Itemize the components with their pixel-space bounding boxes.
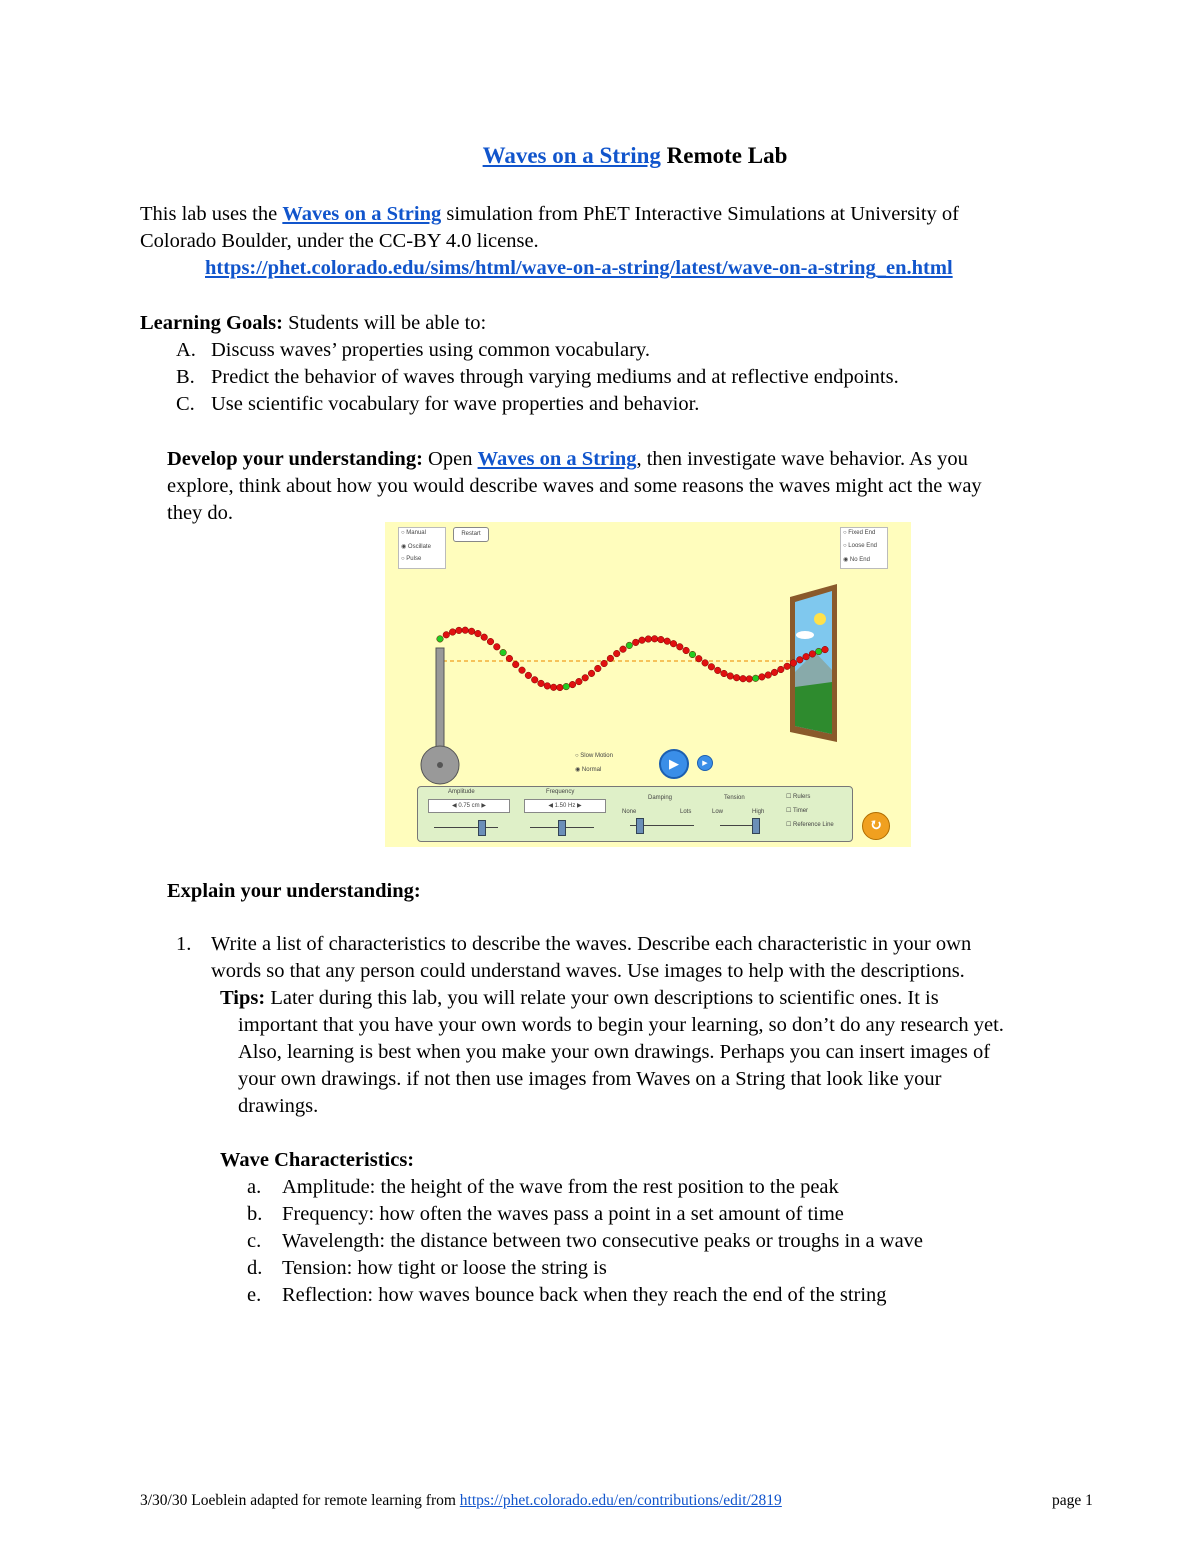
tension-min-label: Low	[712, 809, 724, 815]
tips-line-3: Also, learning is best when you make your own drawings. Perhaps you can insert images of	[238, 1041, 991, 1063]
string-bead	[607, 655, 614, 662]
play-icon[interactable]: ▶	[659, 749, 689, 779]
control-panel	[417, 786, 853, 842]
string-bead	[664, 638, 671, 645]
tips-line-5: drawings.	[238, 1095, 319, 1117]
simulation-screenshot	[385, 522, 911, 847]
damping-slider[interactable]	[636, 818, 644, 834]
intro-sim-link[interactable]: Waves on a String	[282, 203, 442, 225]
mode-option-manual[interactable]: ○ Manual	[401, 530, 426, 536]
develop-line-2: explore, think about how you would describe waves and some reasons the waves might act the way	[167, 475, 982, 497]
string-bead	[740, 675, 747, 682]
sim-url-link[interactable]: https://phet.colorado.edu/sims/html/wave-on-a-string/latest/wave-on-a-string_en.html	[205, 257, 953, 279]
string-bead	[727, 673, 734, 680]
string-bead	[714, 667, 721, 674]
string-bead	[645, 636, 652, 643]
string-bead	[595, 665, 602, 672]
string-bead	[620, 646, 627, 653]
string-bead	[538, 680, 545, 687]
string-bead	[437, 636, 444, 643]
intro-line-1: This lab uses the Waves on a String simulation from PhET Interactive Simulations at University of	[140, 203, 959, 225]
frequency-stepper[interactable]: ◀ 1.50 Hz ▶	[524, 799, 606, 813]
string-bead	[487, 638, 494, 645]
mode-option-pulse[interactable]: ○ Pulse	[401, 556, 422, 562]
develop-line-3: they do.	[167, 502, 234, 524]
string-bead	[683, 647, 690, 654]
string-bead	[588, 670, 595, 677]
window-icon	[790, 584, 837, 742]
step-icon[interactable]: ▶	[697, 755, 713, 771]
string-bead	[733, 674, 740, 681]
restart-button[interactable]: Restart	[453, 527, 489, 542]
string-bead	[500, 649, 507, 656]
string-bead	[531, 677, 538, 684]
amplitude-slider-track	[434, 827, 498, 828]
string-bead	[582, 675, 589, 682]
string-bead	[702, 660, 709, 667]
string-bead	[576, 678, 583, 685]
end-option-fixed[interactable]: ○ Fixed End	[843, 530, 876, 536]
string-bead	[512, 661, 519, 668]
oscillator-icon	[421, 648, 459, 784]
string-bead	[519, 667, 526, 674]
title-rest: Remote Lab	[666, 143, 788, 168]
string-bead	[759, 674, 766, 681]
intro-line-2: Colorado Boulder, under the CC-BY 4.0 license.	[140, 230, 539, 252]
tension-slider[interactable]	[752, 818, 760, 834]
string-bead	[797, 657, 804, 664]
string-bead	[468, 628, 475, 635]
develop-line-1: Develop your understanding: Open Waves on a String, then investigate wave behavior. As you	[167, 448, 968, 470]
string-bead	[544, 683, 551, 690]
string-bead	[449, 629, 456, 636]
tips-line-2: important that you have your own words to begin your learning, so don’t do any research yet.	[238, 1014, 1004, 1036]
string-bead	[815, 648, 822, 655]
string-bead	[475, 630, 482, 637]
footer-link[interactable]: https://phet.colorado.edu/en/contributions/edit/2819	[459, 1492, 782, 1509]
string-bead	[765, 672, 772, 679]
string-bead	[462, 627, 469, 634]
string-bead	[809, 651, 816, 658]
string-bead	[506, 655, 513, 662]
string-bead	[670, 640, 677, 647]
string-bead	[677, 644, 684, 651]
string-bead	[658, 636, 665, 643]
damping-max-label: Lots	[680, 809, 692, 815]
tips-line-1: Tips: Later during this lab, you will relate your own descriptions to scientific ones. It is	[220, 987, 939, 1009]
reference-line-checkbox[interactable]: ☐ Reference Line	[786, 822, 834, 828]
string-bead	[601, 660, 608, 667]
tips-line-4: your own drawings. if not then use images from Waves on a String that look like your	[238, 1068, 942, 1090]
damping-label: Damping	[648, 795, 673, 801]
tension-label: Tension	[724, 795, 745, 801]
speed-option-slow[interactable]: ○ Slow Motion	[575, 753, 613, 759]
string-bead	[456, 627, 463, 634]
frequency-label: Frequency	[546, 789, 575, 795]
string-bead	[651, 636, 658, 643]
string-bead	[557, 684, 564, 691]
string-bead	[696, 655, 703, 662]
page-number: page 1	[1052, 1492, 1093, 1509]
explain-heading: Explain your understanding:	[167, 880, 421, 902]
string-bead	[784, 663, 791, 670]
string-bead	[803, 653, 810, 660]
mode-option-oscillate[interactable]: ◉ Oscillate	[401, 544, 431, 550]
develop-sim-link[interactable]: Waves on a String	[477, 448, 637, 470]
string-beads	[437, 627, 829, 691]
footer-credit: 3/30/30 Loeblein adapted for remote learning from https://phet.colorado.edu/en/contributions/edit/2819	[140, 1492, 782, 1509]
string-bead	[778, 666, 785, 673]
string-bead	[613, 650, 620, 657]
rulers-checkbox[interactable]: ☐ Rulers	[786, 794, 811, 800]
string-bead	[708, 664, 715, 671]
damping-min-label: None	[622, 809, 637, 815]
string-bead	[790, 660, 797, 667]
tension-max-label: High	[752, 809, 765, 815]
string-bead	[752, 675, 759, 682]
string-bead	[626, 642, 633, 649]
learning-goals-heading: Learning Goals: Students will be able to:	[140, 312, 487, 334]
string-bead	[689, 651, 696, 658]
amplitude-slider[interactable]	[478, 820, 486, 836]
speed-option-normal[interactable]: ◉ Normal	[575, 767, 602, 773]
string-bead	[550, 684, 557, 691]
question-1-line-2: words so that any person could understand waves. Use images to help with the descriptions.	[211, 960, 965, 982]
end-option-none[interactable]: ◉ No End	[843, 557, 870, 563]
string-bead	[563, 683, 570, 690]
frequency-slider[interactable]	[558, 820, 566, 836]
string-bead	[746, 676, 753, 683]
reset-all-icon[interactable]: ↻	[862, 812, 890, 840]
string-bead	[569, 681, 576, 688]
string-bead	[771, 669, 778, 676]
string-bead	[639, 637, 646, 644]
page-title	[0, 143, 1200, 169]
string-bead	[443, 632, 450, 639]
title-sim-link[interactable]: Waves on a String	[482, 143, 661, 168]
string-bead	[525, 672, 532, 679]
amplitude-label: Amplitude	[448, 789, 475, 795]
string-bead	[822, 646, 829, 653]
end-option-loose[interactable]: ○ Loose End	[843, 543, 877, 549]
string-bead	[632, 639, 639, 646]
string-bead	[481, 634, 488, 641]
string-bead	[494, 644, 501, 651]
amplitude-stepper[interactable]: ◀ 0.75 cm ▶	[428, 799, 510, 813]
timer-checkbox[interactable]: ☐ Timer	[786, 808, 809, 814]
string-bead	[721, 670, 728, 677]
characteristics-heading: Wave Characteristics:	[220, 1149, 415, 1171]
